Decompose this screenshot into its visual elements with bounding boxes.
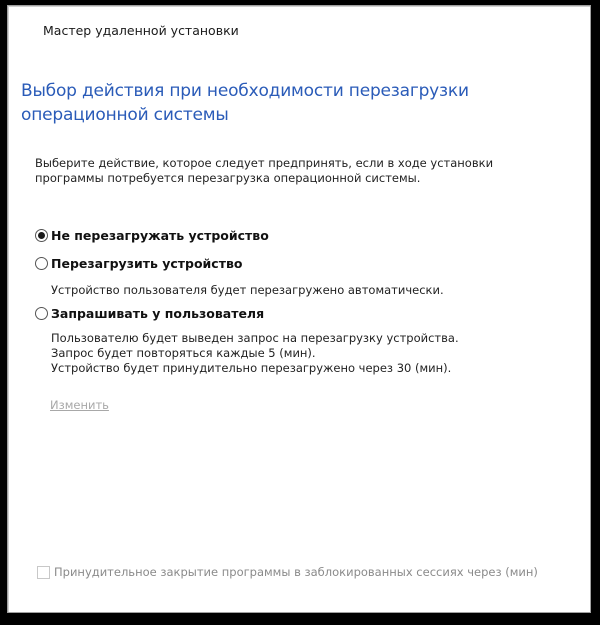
radio-button-selected-icon[interactable] bbox=[35, 229, 48, 242]
radio-option-label: Запрашивать у пользователя bbox=[51, 306, 265, 321]
radio-button-icon[interactable] bbox=[35, 257, 48, 270]
force-close-checkbox-row[interactable] bbox=[37, 565, 538, 579]
radio-option-ask-user[interactable] bbox=[35, 306, 264, 321]
option-description-line: Устройство будет принудительно перезагружено через 30 (мин). bbox=[51, 361, 452, 375]
option-description bbox=[51, 283, 444, 298]
radio-option-do-not-restart[interactable] bbox=[35, 228, 269, 243]
change-settings-link[interactable]: Изменить bbox=[50, 398, 109, 412]
force-close-label: Принудительное закрытие программы в заблокированных сессиях через (мин) bbox=[54, 565, 538, 579]
option-description-line: Запрос будет повторяться каждые 5 (мин). bbox=[51, 346, 316, 360]
page-heading: Выбор действия при необходимости перезагрузки операционной системы bbox=[21, 81, 469, 125]
page-description: Выберите действие, которое следует предпринять, если в ходе установки программы потребуется перезагрузка операционной системы. bbox=[35, 156, 494, 185]
option-description-line: Устройство пользователя будет перезагружено автоматически. bbox=[51, 283, 444, 297]
radio-option-restart-device[interactable] bbox=[35, 256, 242, 271]
radio-option-label: Не перезагружать устройство bbox=[51, 228, 269, 243]
remote-install-wizard-window bbox=[7, 5, 591, 613]
wizard-title: Мастер удаленной установки bbox=[43, 23, 239, 38]
radio-option-label: Перезагрузить устройство bbox=[51, 256, 243, 271]
option-description bbox=[51, 331, 459, 376]
option-description-line: Пользователю будет выведен запрос на перезагрузку устройства. bbox=[51, 331, 459, 345]
force-close-checkbox[interactable] bbox=[37, 566, 50, 579]
radio-button-icon[interactable] bbox=[35, 307, 48, 320]
